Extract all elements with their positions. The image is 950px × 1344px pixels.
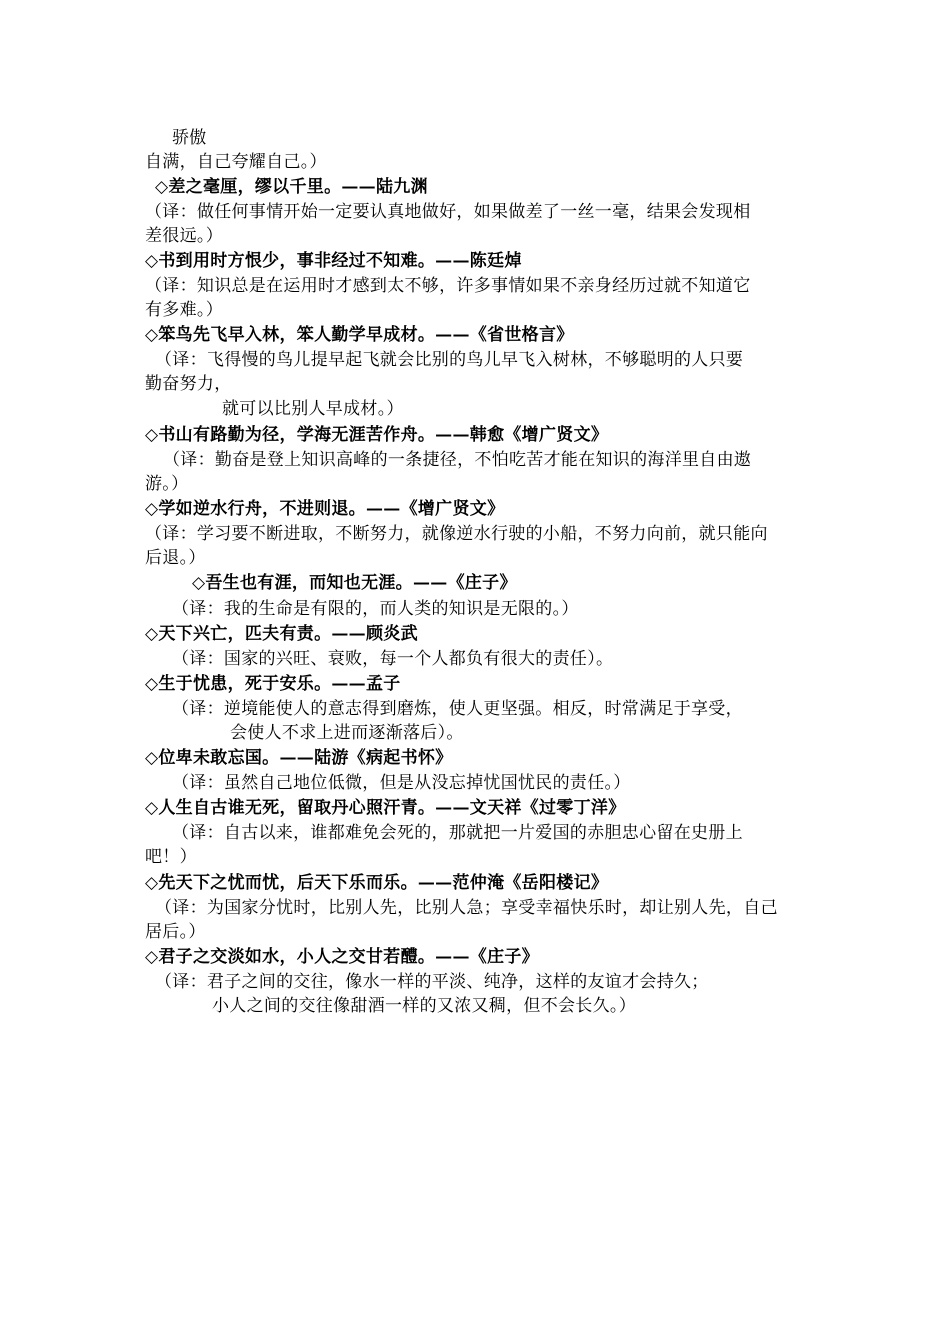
quote-translation: 游。） xyxy=(145,474,189,494)
quote-translation: （译：逆境能使人的意志得到磨炼，使人更坚强。相反，时常满足于享受， xyxy=(172,699,743,719)
quote-translation: （译：做任何事情开始一定要认真地做好，如果做差了一丝一毫，结果会发现相 xyxy=(145,202,751,222)
quote-translation: （译：知识总是在运用时才感到太不够，许多事情如果不亲身经历过就不知道它 xyxy=(145,276,751,296)
quote-translation: 有多难。） xyxy=(145,300,223,320)
quote-title: ◇差之毫厘，缪以千里。——陆九渊 xyxy=(155,177,428,197)
quote-title: ◇生于忧患，死于安乐。——孟子 xyxy=(145,674,401,694)
quote-title: ◇先天下之忧而忧，后天下乐而乐。——范仲淹《岳阳楼记》 xyxy=(145,873,609,893)
quote-translation: 差很远。） xyxy=(145,226,223,246)
intro-text: 自满，自己夸耀自己。） xyxy=(145,152,327,172)
quote-translation: （译：国家的兴旺、衰败，每一个人都负有很大的责任）。 xyxy=(172,649,614,669)
quote-translation: （译：学习要不断进取，不断努力，就像逆水行驶的小船，不努力向前，就只能向 xyxy=(145,524,768,544)
quote-translation: 小人之间的交往像甜酒一样的又浓又稠，但不会长久。） xyxy=(212,996,636,1016)
quote-translation: （译：自古以来，谁都难免会死的，那就把一片爱国的赤胆忠心留在史册上 xyxy=(172,823,743,843)
quote-translation: （译：我的生命是有限的，而人类的知识是无限的。） xyxy=(172,599,579,619)
quote-translation: （译：君子之间的交往，像水一样的平淡、纯净，这样的友谊才会持久； xyxy=(155,972,709,992)
quote-translation: 勤奋努力， xyxy=(145,374,232,394)
quote-title: ◇君子之交淡如水，小人之交甘若醴。——《庄子》 xyxy=(145,947,539,967)
quote-title: ◇学如逆水行舟，不进则退。——《增广贤文》 xyxy=(145,499,505,519)
quote-title: ◇位卑未敢忘国。——陆游《病起书怀》 xyxy=(145,748,453,768)
intro-text: 骄傲 xyxy=(172,128,207,148)
quote-translation: 会使人不求上进而逐渐落后）。 xyxy=(230,723,464,743)
quote-translation: （译：为国家分忧时，比别人先，比别人急；享受幸福快乐时，却让别人先，自己 xyxy=(155,898,778,918)
quote-translation: （译：虽然自己地位低微，但是从没忘掉忧国忧民的责任。） xyxy=(172,773,631,793)
quote-translation: （译：飞得慢的鸟儿提早起飞就会比别的鸟儿早飞入树林，不够聪明的人只要 xyxy=(155,350,744,370)
quote-title: ◇书到用时方恨少，事非经过不知难。——陈廷焯 xyxy=(145,251,522,271)
quote-translation: （译：勤奋是登上知识高峰的一条捷径，不怕吃苦才能在知识的海洋里自由遨 xyxy=(163,450,752,470)
quote-translation: 后退。） xyxy=(145,548,206,568)
quote-title: ◇吾生也有涯，而知也无涯。——《庄子》 xyxy=(192,573,517,593)
quote-translation: 吧！） xyxy=(145,847,197,867)
quote-title: ◇书山有路勤为径，学海无涯苦作舟。——韩愈《增广贤文》 xyxy=(145,425,609,445)
quote-translation: 居后。） xyxy=(145,922,206,942)
quote-title: ◇天下兴亡，匹夫有责。——顾炎武 xyxy=(145,624,418,644)
quote-title: ◇笨鸟先飞早入林，笨人勤学早成材。——《省世格言》 xyxy=(145,325,574,345)
quote-translation: 就可以比别人早成材。） xyxy=(222,399,404,419)
quote-title: ◇人生自古谁无死，留取丹心照汗青。——文天祥《过零丁洋》 xyxy=(145,798,626,818)
